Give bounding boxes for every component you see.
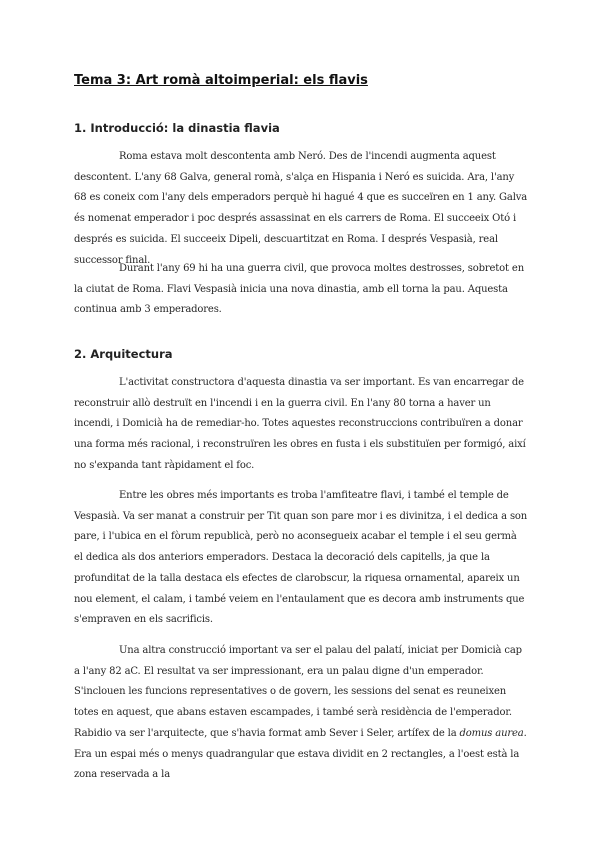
paragraph-text: Una altra construcció important va ser el palau del palatí, iniciat per Domicià cap a l'any 82 aC. El resultat va ser impressionant, era un palau digne d'un emperador. S'inclouen les funcions representatives o de govern, les sessions del senat es reuneixen totes en aquest, que abans estaven escampades, i també serà residència de l'emperador. Rabidio va ser l'arquitecte, que s'havia format amb Sever i Seler, artífex de la [74,645,522,739]
paragraph-arquitectura-1: L'activitat constructora d'aquesta dinastia va ser important. Es van encarregar de reconstruir allò destruït en l'incendi i en la guerra civil. En l'any 80 torna a haver un incendi, i Domicià ha de remediar-ho. Totes aquestes reconstruccions contribuïren a donar una forma més racional, i reconstruïren les obres en fusta i els substituïen per formigó, així no s'expanda tant ràpidament el foc. [74,377,526,471]
italic-term-domus-aurea: domus aurea [459,727,524,739]
paragraph-intro-2: Durant l'any 69 hi ha una guerra civil, que provoca moltes destrosses, sobretot en la ciutat de Roma. Flavi Vespasià inicia una nova dinastia, amb ell torna la pau. Aquesta continua amb 3 emperadores. [74,263,524,316]
paragraph-intro-1: Roma estava molt descontenta amb Neró. Des de l'incendi augmenta aquest descontent. L'any 68 Galva, general romà, s'alça en Hispania i Neró es suicida. Ara, l'any 68 es coneix com l'any dels emperadors perquè hi hagué 4 que es succeïren en 1 any. Galva és nomenat emperador i poc després assassinat en els carrers de Roma. El succeeix Otó i després es suicida. El succeeix Dipeli, descuartitzat en Roma. I després Vespasià, real successor final. [74,151,528,266]
page-title: Tema 3: Art romà altoimperial: els flavis [74,73,368,88]
section-heading-introduccio: 1. Introducció: la dinastia flavia [74,121,280,135]
paragraph-arquitectura-3 [74,641,528,786]
section-heading-arquitectura: 2. Arquitectura [74,347,173,361]
paragraph-text-continued: . Era un espai més o menys quadrangular que estava dividit en 2 rectangles, a l'oest està la zona reservada a la [74,727,527,781]
paragraph-arquitectura-2: Entre les obres més importants es troba l'amfiteatre flavi, i també el temple de Vespasià. Va ser manat a construir per Tit quan son pare mor i es divinitza, i el dedica a son pare, i l'ubica en el fòrum republicà, però no aconsegueix acabar el temple i el seu germà el dedica als dos anteriors emperadors. Destaca la decoració dels capitells, ja que la profunditat de la talla destaca els efectes de clarobscur, la riquesa ornamental, apareix un nou element, el calam, i també veiem en l'entaulament que es decora amb instruments que s'empraven en els sacrificis. [74,490,528,626]
